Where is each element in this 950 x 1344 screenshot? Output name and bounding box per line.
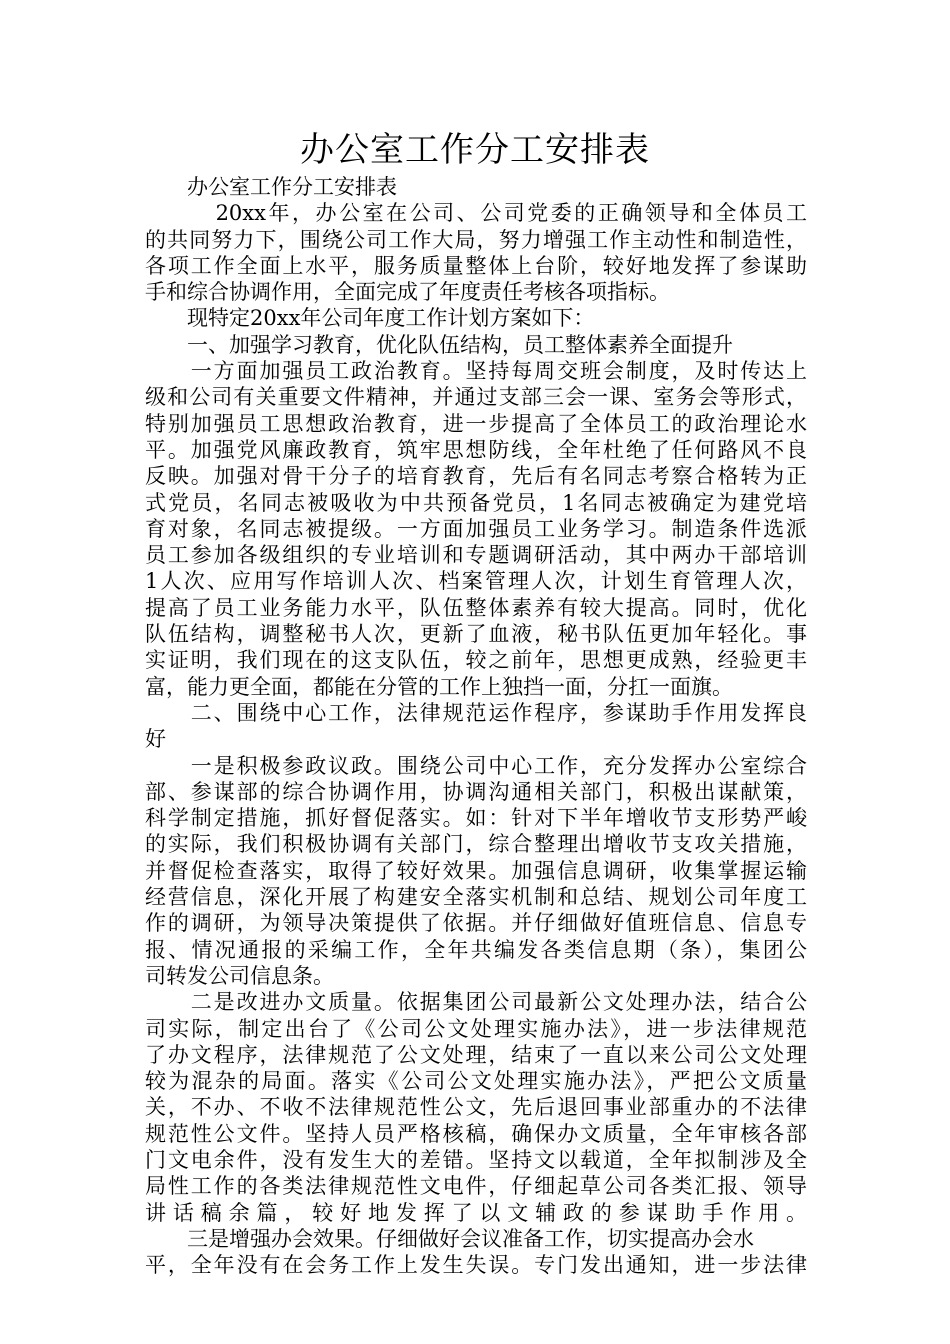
paragraph-line: 部、参谋部的综合协调作用，协调沟通相关部门，积极出谋献策， xyxy=(145,779,807,804)
paragraph-line: 的共同努力下，围绕公司工作大局，努力增强工作主动性和制造性， xyxy=(145,227,807,252)
paragraph-line: 实证明，我们现在的这支队伍，较之前年，思想更成熟，经验更丰 xyxy=(145,648,807,673)
paragraph-line: 富，能力更全面，都能在分管的工作上独挡一面，分扛一面旗。 xyxy=(145,674,733,699)
paragraph-line: 作的调研，为领导决策提供了依据。并仔细做好值班信息、信息专 xyxy=(145,911,807,936)
page-title: 办公室工作分工安排表 xyxy=(300,130,650,170)
paragraph-line: 司转发公司信息条。 xyxy=(145,963,334,988)
paragraph-line: 反映。加强对骨干分子的培育教育，先后有名同志考察合格转为正 xyxy=(145,464,807,489)
paragraph-line: 一、加强学习教育，优化队伍结构，员工整体素养全面提升 xyxy=(145,332,733,357)
paragraph-line: 办公室工作分工安排表 xyxy=(145,175,397,199)
paragraph-line: 平，全年没有在会务工作上发生失误。专门发出通知，进一步法律 xyxy=(145,1253,807,1278)
paragraph-line: 科学制定措施，抓好督促落实。如：针对下半年增收节支形势严峻 xyxy=(145,806,807,831)
paragraph-line: 讲话稿余篇，较好地发挥了以文辅政的参谋助手作用。 xyxy=(145,1200,807,1225)
paragraph-line: 司实际，制定出台了《公司公文处理实施办法》，进一步法律规范 xyxy=(145,1016,807,1041)
paragraph-line: 育对象，名同志被提级。一方面加强员工业务学习。制造条件选派 xyxy=(145,516,807,541)
paragraph-line: 一方面加强员工政治教育。坚持每周交班会制度，及时传达上 xyxy=(145,359,807,384)
document-body xyxy=(145,174,807,1278)
paragraph-line: 式党员，名同志被吸收为中共预备党员，1名同志被确定为建党培 xyxy=(145,490,807,515)
paragraph-line: 队伍结构，调整秘书人次，更新了血液，秘书队伍更加年轻化。事 xyxy=(145,622,807,647)
paragraph-line: 20xx年，办公室在公司、公司党委的正确领导和全体员工 xyxy=(145,201,807,226)
paragraph-line: 报、情况通报的采编工作，全年共编发各类信息期（条），集团公 xyxy=(145,937,807,962)
paragraph-line: 的实际，我们积极协调有关部门，综合整理出增收节支攻关措施， xyxy=(145,832,807,857)
paragraph-line: 规范性公文件。坚持人员严格核稿，确保办文质量，全年审核各部 xyxy=(145,1121,807,1146)
paragraph-line: 手和综合协调作用，全面完成了年度责任考核各项指标。 xyxy=(145,280,670,305)
paragraph-line: 经营信息，深化开展了构建安全落实机制和总结、规划公司年度工 xyxy=(145,885,807,910)
paragraph-line: 好 xyxy=(145,727,166,752)
paragraph-line: 提高了员工业务能力水平，队伍整体素养有较大提高。同时，优化 xyxy=(145,595,807,620)
paragraph-line: 级和公司有关重要文件精神，并通过支部三会一课、室务会等形式， xyxy=(145,385,807,410)
paragraph-line: 现特定20xx年公司年度工作计划方案如下： xyxy=(145,306,595,331)
paragraph-line: 平。加强党风廉政教育，筑牢思想防线，全年杜绝了任何路风不良 xyxy=(145,437,807,462)
paragraph-line: 员工参加各级组织的专业培训和专题调研活动，其中两办干部培训 xyxy=(145,543,807,568)
paragraph-line: 二是改进办文质量。依据集团公司最新公文处理办法，结合公 xyxy=(145,990,807,1015)
paragraph-line: 关，不办、不收不法律规范性公文，先后退回事业部重办的不法律 xyxy=(145,1095,807,1120)
paragraph-line: 一是积极参政议政。围绕公司中心工作，充分发挥办公室综合 xyxy=(145,753,807,778)
paragraph-line: 较为混杂的局面。落实《公司公文处理实施办法》，严把公文质量 xyxy=(145,1069,807,1094)
paragraph-line: 三是增强办会效果。仔细做好会议准备工作，切实提高办会水 xyxy=(145,1226,754,1251)
paragraph-line: 门文电余件，没有发生大的差错。坚持文以载道，全年拟制涉及全 xyxy=(145,1147,807,1172)
paragraph-line: 各项工作全面上水平，服务质量整体上台阶，较好地发挥了参谋助 xyxy=(145,253,807,278)
paragraph-line: 1人次、应用写作培训人次、档案管理人次，计划生育管理人次， xyxy=(145,569,807,594)
paragraph-line: 特别加强员工思想政治教育，进一步提高了全体员工的政治理论水 xyxy=(145,411,807,436)
paragraph-line: 了办文程序，法律规范了公文处理，结束了一直以来公司公文处理 xyxy=(145,1042,807,1067)
paragraph-line: 局性工作的各类法律规范性文电件，仔细起草公司各类汇报、领导 xyxy=(145,1174,807,1199)
paragraph-line: 二、围绕中心工作，法律规范运作程序，参谋助手作用发挥良 xyxy=(145,700,807,725)
paragraph-line: 并督促检查落实，取得了较好效果。加强信息调研，收集掌握运输 xyxy=(145,858,807,883)
